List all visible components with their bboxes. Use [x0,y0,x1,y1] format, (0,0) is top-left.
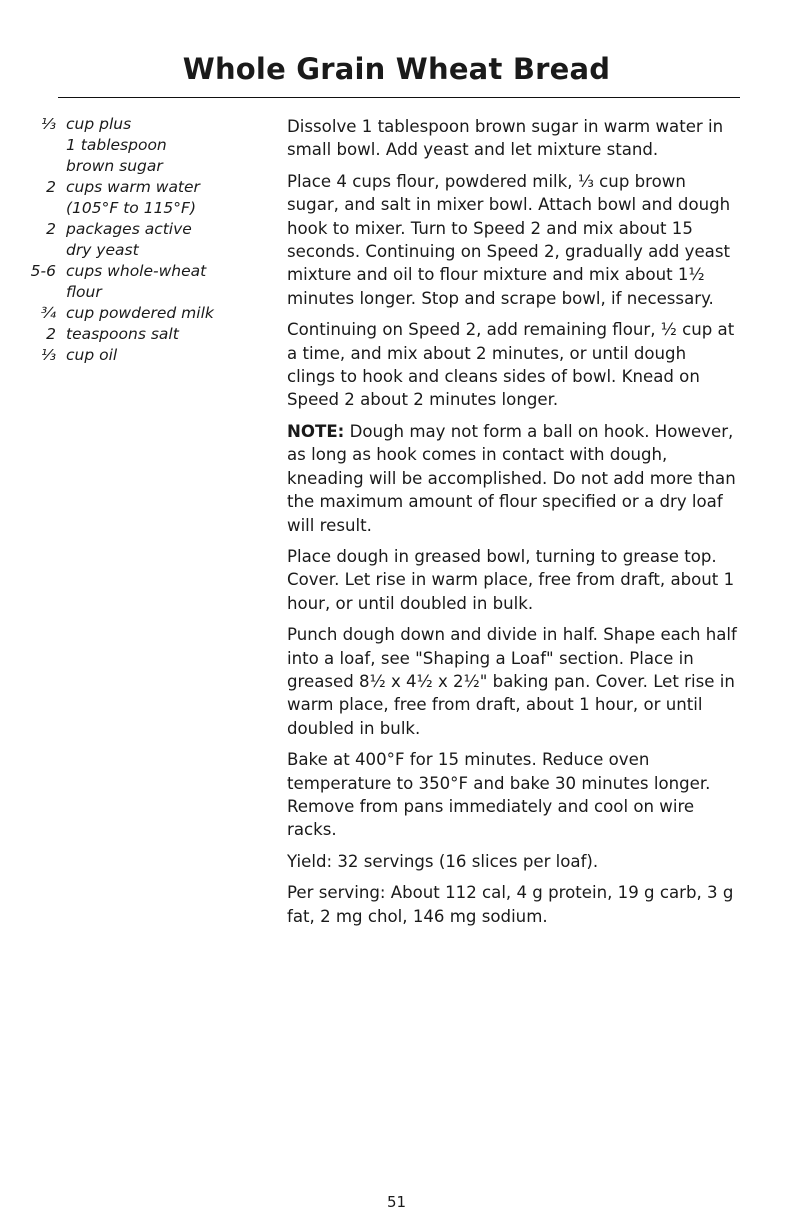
ingredient-quantity: ⅓ [40,346,56,364]
ingredient-description [66,261,276,303]
ingredient-line: teaspoons salt [66,325,179,343]
ingredient-line: cup oil [66,346,118,364]
ingredient-line: 1 tablespoon [66,136,167,154]
ingredient-line: flour [66,283,102,301]
ingredient-item [14,177,276,219]
ingredient-quantity: 2 [46,325,56,343]
direction-step: Place dough in greased bowl, turning to grease top. Cover. Let rise in warm place, free from draft, about 1 hour, or until doubled in bulk. [287,546,735,613]
direction-step: Bake at 400°F for 15 minutes. Reduce oven temperature to 350°F and bake 30 minutes longer. Remove from pans immediately and cool on wire racks. [287,750,711,840]
ingredient-item [14,114,276,177]
ingredient-line: cups whole-wheat [66,262,207,280]
ingredient-item [14,303,276,324]
ingredient-description [66,114,276,177]
direction-step: Punch dough down and divide in half. Shape each half into a loaf, see "Shaping a Loaf" section. Place in greased 8½ x 4½ x 2½" baking pan. Cover. Let rise in warm place, free from draft, about 1 hour, or until doubled in bulk. [287,625,737,738]
ingredient-line: dry yeast [66,241,139,259]
ingredient-description [66,345,276,366]
direction-step: Place 4 cups flour, powdered milk, ⅓ cup brown sugar, and salt in mixer bowl. Attach bowl and dough hook to mixer. Turn to Speed 2 and mix about 15 seconds. Continuing on Speed 2, gradually add yeast mixture and oil to flour mixture and mix about 1½ minutes longer. Stop and scrape bowl, if necessary. [287,171,731,308]
note-paragraph [287,420,739,537]
ingredient-quantity: 2 [46,220,56,238]
yield-text: Yield: 32 servings (16 slices per loaf). [287,851,599,871]
ingredient-line: (105°F to 115°F) [66,199,197,217]
recipe-title: Whole Grain Wheat Bread [182,52,611,86]
ingredient-description [66,219,276,261]
ingredient-line: packages active [66,220,192,238]
ingredient-list [14,114,276,366]
page-number: 51 [386,1193,407,1211]
note-label: NOTE: [287,421,345,441]
ingredient-item [14,219,276,261]
ingredient-description [66,303,276,324]
directions [287,115,739,936]
direction-step: Dissolve 1 tablespoon brown sugar in warm water in small bowl. Add yeast and let mixture stand. [287,117,724,160]
ingredient-description [66,324,276,345]
ingredient-line: brown sugar [66,157,163,175]
ingredient-line: cup plus [66,115,132,133]
ingredient-item [14,345,276,366]
ingredient-line: cup powdered milk [66,304,214,322]
nutrition-text: Per serving: About 112 cal, 4 g protein, 19 g carb, 3 g fat, 2 mg chol, 146 mg sodium. [287,883,734,926]
direction-step: Continuing on Speed 2, add remaining flour, ½ cup at a time, and mix about 2 minutes, or until dough clings to hook and cleans sides of bowl. Knead on Speed 2 about 2 minutes longer. [287,320,735,410]
ingredient-line: cups warm water [66,178,200,196]
ingredient-quantity: 5-6 [30,262,56,280]
ingredient-item [14,261,276,303]
ingredient-quantity: ¾ [40,304,56,322]
ingredient-quantity: ⅓ [40,115,56,133]
ingredient-quantity: 2 [46,178,56,196]
ingredient-item [14,324,276,345]
ingredient-description [66,177,276,219]
note-text: Dough may not form a ball on hook. However, as long as hook comes in contact with dough, kneading will be accomplished. Do not add more than the maximum amount of flour specified or a dry loaf will result. [287,421,736,535]
title-divider [58,97,740,98]
